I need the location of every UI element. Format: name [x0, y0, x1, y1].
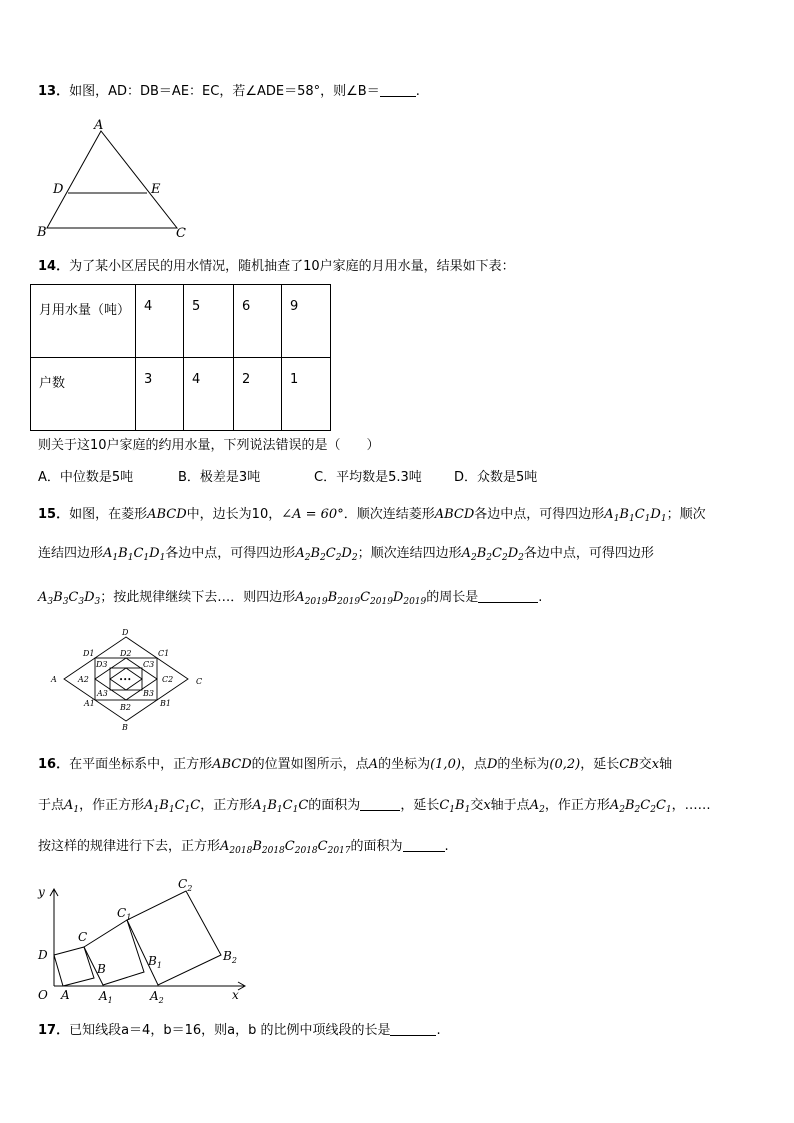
q14-options — [38, 470, 537, 486]
q14-question: 则关于这10户家庭的约用水量，下列说法错误的是（ ） — [38, 438, 380, 453]
table-cell: 9 — [282, 285, 331, 358]
q15-label-C2: C2 — [162, 675, 174, 684]
q15-label-C: C — [196, 677, 203, 686]
option-c[interactable]: C．平均数是5.3吨 — [314, 470, 422, 485]
q16-label-O: O — [38, 988, 48, 1002]
q16-number: 16． — [38, 757, 70, 772]
q13-label-B: B — [37, 225, 47, 240]
q16-line1: 16．在平面坐标系中，正方形ABCD的位置如图所示，点A的坐标为(1,0)，点D的坐标为(0,2)，延长CB交x轴 — [38, 757, 673, 772]
q16-label-x: x — [232, 988, 239, 1002]
q17-number: 17． — [38, 1023, 70, 1038]
q16-label-B: B — [97, 962, 106, 976]
q17-stem: 已知线段a＝4，b＝16，则a，b 的比例中项线段的长是 — [69, 1023, 391, 1038]
q13-text: 13．如图，AD：DB＝AE：EC，若∠ADE＝58°，则∠B＝ . — [38, 84, 420, 99]
q16-label-A2: $A_2$ — [150, 989, 164, 1005]
q15-label-A: A — [51, 675, 57, 684]
table-cell: 3 — [136, 358, 184, 431]
q15-line1: 15．如图，在菱形ABCD中，边长为10，∠A = 60°．顺次连结菱形ABCD各边中点，可得四边形$A_1B_1C_1D_1$；顺次 — [38, 507, 706, 524]
q15-label-C1: C1 — [158, 649, 170, 658]
table-cell: 月用水量（吨） — [31, 285, 136, 358]
q15-label-B2: B2 — [120, 703, 131, 712]
q13-label-E: E — [151, 182, 161, 197]
table-cell: 6 — [234, 285, 282, 358]
table-cell: 5 — [184, 285, 234, 358]
q16-blank-1[interactable] — [360, 799, 400, 811]
q16-label-C: C — [78, 930, 88, 944]
q15-line3: $A_3B_3C_3D_3$；按此规律继续下去…．则四边形$A_{2019}B_{2019}C_{2019}D_{2019}$的周长是 . — [38, 590, 543, 607]
q16-line2: 于点$A_1$，作正方形$A_1B_1C_1C$，正方形$A_1B_1C_1C$的面积为 ，延长$C_1B_1$交x轴于点$A_2$，作正方形$A_2B_2C_2C_1$，…… — [38, 798, 711, 815]
q13-stem: 如图，AD：DB＝AE：EC，若∠ADE＝58°，则∠B＝ — [69, 84, 380, 99]
table-row — [31, 285, 331, 358]
q13-number: 13． — [38, 84, 70, 99]
q16-label-C1: $C_1$ — [117, 906, 132, 922]
q15-label-D1: D1 — [83, 649, 95, 658]
q14-stem: 为了某小区居民的用水情况，随机抽查了10户家庭的月用水量，结果如下表： — [69, 259, 515, 274]
option-d[interactable]: D．众数是5吨 — [454, 470, 538, 485]
q16-line3: 按这样的规律进行下去，正方形$A_{2018}B_{2018}C_{2018}C_{2017}$的面积为 . — [38, 839, 449, 856]
q15-number: 15． — [38, 507, 70, 522]
q13-answer-blank[interactable] — [380, 85, 416, 97]
q15-answer-blank[interactable] — [478, 591, 538, 603]
table-cell: 户数 — [31, 358, 136, 431]
q14-number: 14． — [38, 259, 70, 274]
q13-label-A: A — [94, 118, 104, 133]
q15-label-A3: A3 — [97, 689, 108, 698]
q16-label-D: D — [38, 948, 48, 962]
option-b[interactable]: B．极差是3吨 — [178, 470, 261, 485]
q15-label-B: B — [122, 723, 128, 732]
q15-label-D2: D2 — [120, 649, 132, 658]
q17-text: 17．已知线段a＝4，b＝16，则a，b 的比例中项线段的长是 . — [38, 1023, 441, 1038]
option-a[interactable]: A．中位数是5吨 — [38, 470, 134, 485]
q15-label-A2: A2 — [78, 675, 89, 684]
q14-text — [38, 259, 515, 275]
table-cell: 1 — [282, 358, 331, 431]
q16-label-A: A — [61, 988, 70, 1002]
q15-center-dots: ••• — [119, 676, 132, 684]
table-cell: 4 — [184, 358, 234, 431]
q16-blank-2[interactable] — [403, 840, 445, 852]
q15-line2: 连结四边形$A_1B_1C_1D_1$各边中点，可得四边形$A_2B_2C_2D_2$；顺次连结四边形$A_2B_2C_2D_2$各边中点，可得四边形 — [38, 546, 654, 563]
q15-label-B3: B3 — [143, 689, 154, 698]
q16-label-A1: $A_1$ — [99, 989, 113, 1005]
q15-label-B1: B1 — [160, 699, 171, 708]
q15-label-D: D — [122, 628, 129, 637]
q16-label-C2: $C_2$ — [178, 877, 193, 893]
q15-label-D3: D3 — [96, 660, 108, 669]
q15-label-A1: A1 — [84, 699, 95, 708]
table-cell: 2 — [234, 358, 282, 431]
q17-answer-blank[interactable] — [390, 1024, 436, 1036]
q15-label-C3: C3 — [143, 660, 155, 669]
q13-label-C: C — [176, 226, 186, 241]
table-cell: 4 — [136, 285, 184, 358]
table-row — [31, 358, 331, 431]
q16-label-B2: $B_2$ — [223, 949, 237, 965]
q16-label-y: y — [38, 885, 45, 899]
q16-label-B1: $B_1$ — [148, 954, 162, 970]
q13-label-D: D — [53, 182, 64, 197]
water-usage-table — [30, 284, 331, 431]
